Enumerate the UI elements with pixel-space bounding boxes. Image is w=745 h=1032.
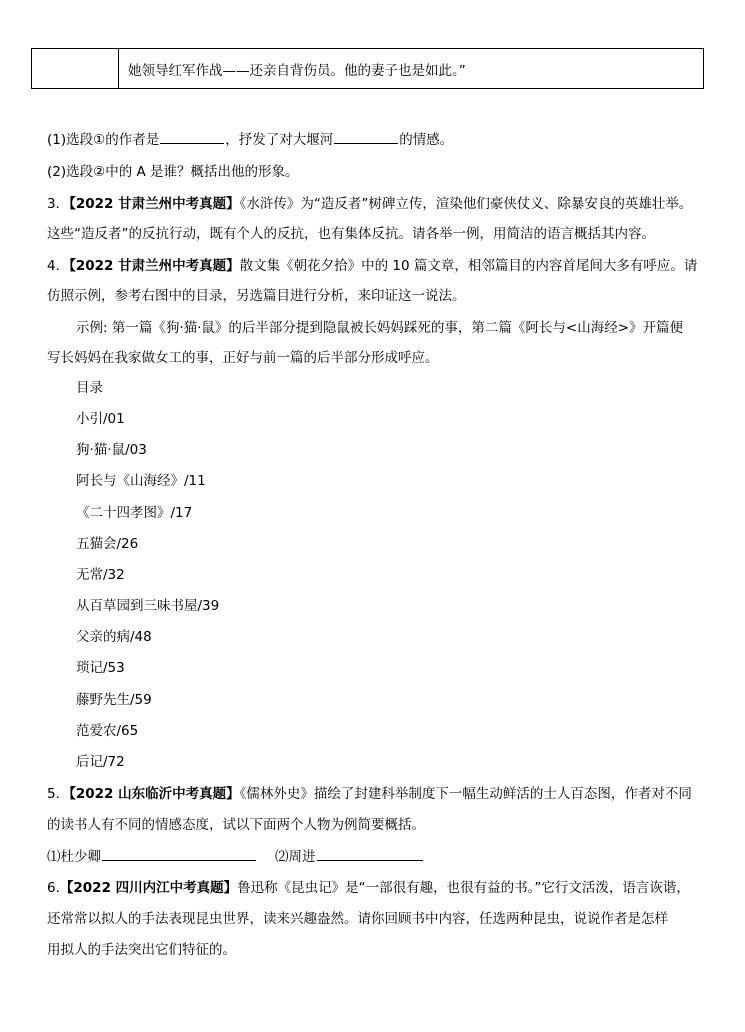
toc-item: 藤野先生/59: [76, 692, 152, 708]
toc-item: 琐记/53: [76, 660, 125, 676]
toc-item: 狗·猫·鼠/03: [76, 442, 147, 458]
answer-blank[interactable]: [160, 142, 224, 144]
answer-blank[interactable]: [334, 142, 398, 144]
answer-blank[interactable]: [317, 859, 423, 861]
source-tag: 【2022 甘肃兰州中考真题】: [69, 258, 240, 274]
answer-blank[interactable]: [102, 859, 256, 861]
question-3-line1: 3．【2022 甘肃兰州中考真题】《水浒传》为“造反者”树碑立传，渲染他们豪侠仗义、除暴安良的英雄壮举。: [47, 196, 693, 212]
table-cell-empty: [32, 49, 119, 88]
example-line2: 写长妈妈在我家做女工的事，正好与前一篇的后半部分形成呼应。: [47, 350, 439, 366]
question-3-line2: 这些“造反者”的反抗行动，既有个人的反抗，也有集体反抗。请各举一例，用简洁的语言概括其内容。: [47, 226, 655, 242]
question-4-line2: 仿照示例，参考右图中的目录，另选篇目进行分析，来印证这一说法。: [47, 288, 466, 304]
source-tag: 【2022 四川内江中考真题】: [59, 880, 238, 896]
question-2: (2)选段②中的 A 是谁？概括出他的形象。: [47, 164, 299, 180]
question-6-line2: 还常常以拟人的手法表现昆虫世界，读来兴趣盎然。请你回顾书中内容，任选两种昆虫，说说作者是怎样: [47, 911, 668, 927]
toc-item: 五猫会/26: [76, 536, 139, 552]
question-6-line3: 用拟人的手法突出它们特征的。: [47, 942, 236, 958]
quote-table: [31, 48, 704, 89]
toc-item: 阿长与《山海经》/11: [76, 473, 206, 489]
question-5-line2: 的读书人有不同的情感态度，试以下面两个人物为例简要概括。: [47, 817, 425, 833]
toc-item: 《二十四孝图》/17: [76, 505, 193, 521]
toc-item: 范爱农/65: [76, 723, 139, 739]
question-1: (1)选段①的作者是 ，抒发了对大堰河 的情感。: [47, 132, 454, 148]
source-tag: 【2022 甘肃兰州中考真题】: [69, 196, 240, 212]
question-6-line1: 6.【2022 四川内江中考真题】鲁迅称《昆虫记》是“一部很有趣，也很有益的书。”它行文活泼，语言诙谐，: [47, 880, 690, 896]
example-line1: 示例: 第一篇《狗·猫·鼠》的后半部分提到隐鼠被长妈妈踩死的事，第二篇《阿长与<山海经>》开篇便: [76, 320, 684, 336]
toc-item: 无常/32: [76, 567, 125, 583]
question-5-line1: 5．【2022 山东临沂中考真题】《儒林外史》描绘了封建科举制度下一幅生动鲜活的士人百态图，作者对不同: [47, 786, 692, 802]
toc-item: 小引/01: [76, 411, 125, 427]
toc-item: 从百草园到三味书屋/39: [76, 598, 220, 614]
question-4-line1: 4．【2022 甘肃兰州中考真题】散文集《朝花夕拾》中的 10 篇文章，相邻篇目的内容首尾间大多有呼应。请: [47, 258, 698, 274]
toc-item: 父亲的病/48: [76, 629, 152, 645]
source-tag: 【2022 山东临沂中考真题】: [69, 786, 240, 802]
table-cell-text: 她领导红军作战——还亲自背伤员。他的妻子也是如此。”: [128, 62, 466, 79]
toc-item: 后记/72: [76, 754, 125, 770]
toc-title: 目录: [76, 380, 103, 396]
question-5-subparts: ⑴杜少卿 ⑵周进: [47, 847, 424, 867]
